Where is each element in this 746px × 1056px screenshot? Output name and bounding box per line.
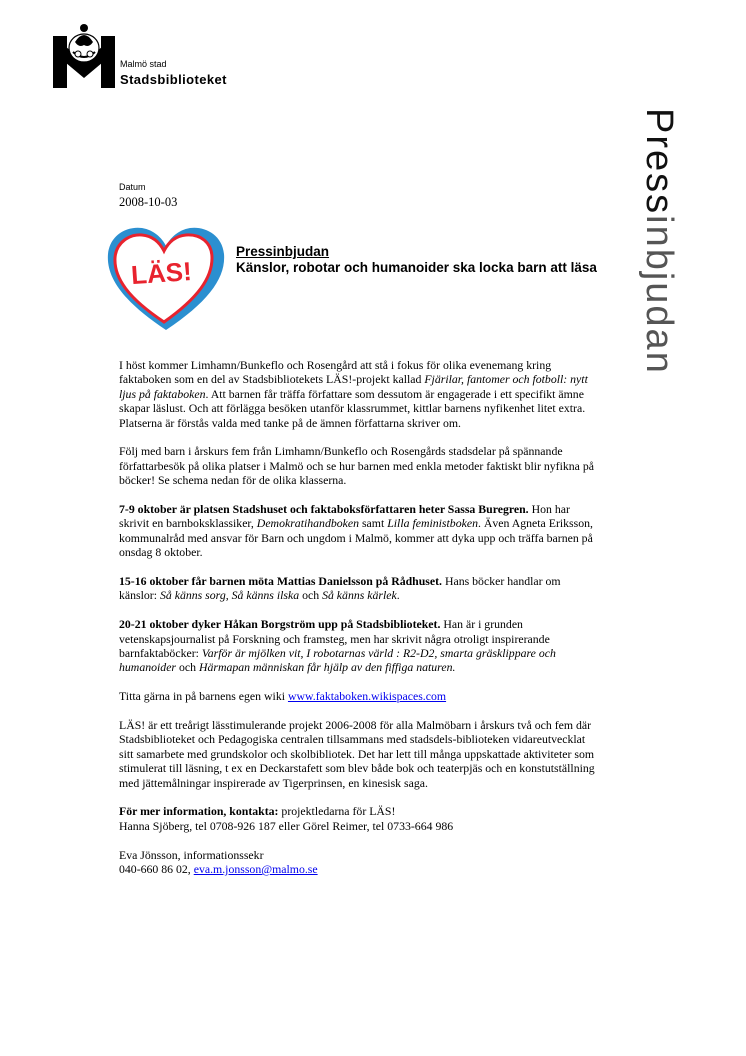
text: 040-660 86 02,: [119, 862, 194, 877]
date-label: Datum: [119, 182, 146, 192]
book-title: Fjärilar, fantomer och fotboll: nytt ljus på faktaboken: [119, 372, 588, 401]
body-text: [119, 358, 599, 891]
date-value: 2008-10-03: [119, 195, 178, 209]
book-title: Så känns kärlek: [322, 588, 397, 603]
side-title: [640, 108, 678, 375]
headline-kicker: Pressinbjudan: [236, 244, 330, 259]
book-title: Demokratihandboken: [256, 516, 360, 531]
book-title: Så känns sorg, Så känns ilska: [159, 588, 300, 603]
paragraph-contact: [119, 804, 599, 833]
paragraph-intro: [119, 358, 599, 430]
event-heading: 15-16 oktober får barnen möta Mattias Danielsson på Rådhuset.: [119, 574, 443, 589]
signature-name: Eva Jönsson, informationssekr: [119, 847, 264, 862]
book-title: Varför är mjölken vit, I robotarnas värld : R2-D2, smarta gräsklippare och humanoider: [119, 646, 556, 675]
text: projektledarna för LÄS!: [278, 804, 396, 819]
text: . Att barnen får träffa författare som dessutom är engagerade i ett specifikt ämne skapar läslust. Och att förlägga besöken utanför klassrummet, kittlar barnens nyfikenhet litet extra. Platserna är förstås valda med tanke på de ämnen författarna skriver om.: [119, 386, 586, 430]
text: och: [176, 660, 199, 675]
event-heading: 7-9 oktober är platsen Stadshuset och faktaboksförfattaren heter Sassa Buregren.: [119, 502, 529, 517]
paragraph-wiki: [119, 689, 599, 703]
headline: [236, 244, 616, 276]
contact-phones: Hanna Sjöberg, tel 0708-926 187 eller Görel Reimer, tel 0733-664 986: [119, 818, 454, 833]
contact-heading: För mer information, kontakta:: [119, 804, 279, 819]
text: Han är i grunden vetenskapsjournalist på Forskning och framsteg, men har skrivit några otroligt inspirerande barnfaktaböcker:: [119, 617, 550, 661]
headline-title: Känslor, robotar och humanoider ska locka barn att läsa: [236, 260, 597, 275]
event-heading: 20-21 oktober dyker Håkan Borgström upp på Stadsbiblioteket.: [119, 617, 441, 632]
text: Hon har skrivit en barnboksklassiker,: [119, 502, 570, 531]
text: .: [396, 588, 400, 603]
paragraph-event-3: [119, 617, 599, 675]
paragraph-follow: Följ med barn i årskurs fem från Limhamn/Bunkeflo och Rosengårds stadsdelar på spännande författarbesök på olika platser i Malmö och se hur barnen med enkla metoder faktiskt blir nyfikna på böcker! Se schema nedan för de olika klasserna.: [119, 444, 594, 488]
text: och: [299, 588, 323, 603]
side-title-part1: Press: [638, 108, 680, 216]
paragraph-signature: [119, 848, 599, 877]
wiki-link[interactable]: www.faktaboken.wikispaces.com: [287, 689, 447, 704]
paragraph-event-1: [119, 502, 599, 560]
org-name-city: Malmö stad: [120, 59, 167, 69]
malmo-coat-of-arms-logo: [53, 22, 115, 88]
side-title-part2: inbjudan: [638, 215, 680, 375]
text: Titta gärna in på barnens egen wiki: [119, 689, 288, 704]
text: I höst kommer Limhamn/Bunkeflo och Rosengård att stå i fokus för olika evenemang kring faktaboken som en del av Stadsbibliotekets LÄS!-projekt kallad: [119, 358, 552, 387]
text: . Även Agneta Eriksson, kommunalråd med ansvar för Barn och ungdom i Malmö, kommer att dyka upp och träffa barnen på onsdag 8 oktober.: [119, 516, 593, 560]
paragraph-event-2: [119, 574, 599, 603]
book-title: Lilla feministboken: [387, 516, 478, 531]
las-logo-text: LÄS!: [130, 255, 193, 291]
text: Hans böcker handlar om känslor:: [119, 574, 561, 603]
text: samt: [359, 516, 388, 531]
org-name-library: Stadsbiblioteket: [120, 72, 227, 87]
paragraph-project: LÄS! är ett treårigt lässtimulerande projekt 2006-2008 för alla Malmöbarn i årskurs två och fem där Stadsbiblioteket och Pedagogiska centralen tillsammans med stadsdels-biblioteken vidareutvecklat sitt samarbete med grundskolor och skolbibliotek. Det har lett till många uppskattade aktiviteter som stimulerat till läsning, t ex en Deckarstafett som blev både bok och teaterpjäs och en konstutställning med jättemålningar inspirerade av Tigerprinsen, en kinesisk saga.: [119, 718, 595, 790]
email-link[interactable]: eva.m.jonsson@malmo.se: [193, 862, 318, 877]
book-title: Härmapan människan får hjälp av den fiffiga naturen.: [198, 660, 456, 675]
las-heart-logo: [104, 224, 228, 334]
